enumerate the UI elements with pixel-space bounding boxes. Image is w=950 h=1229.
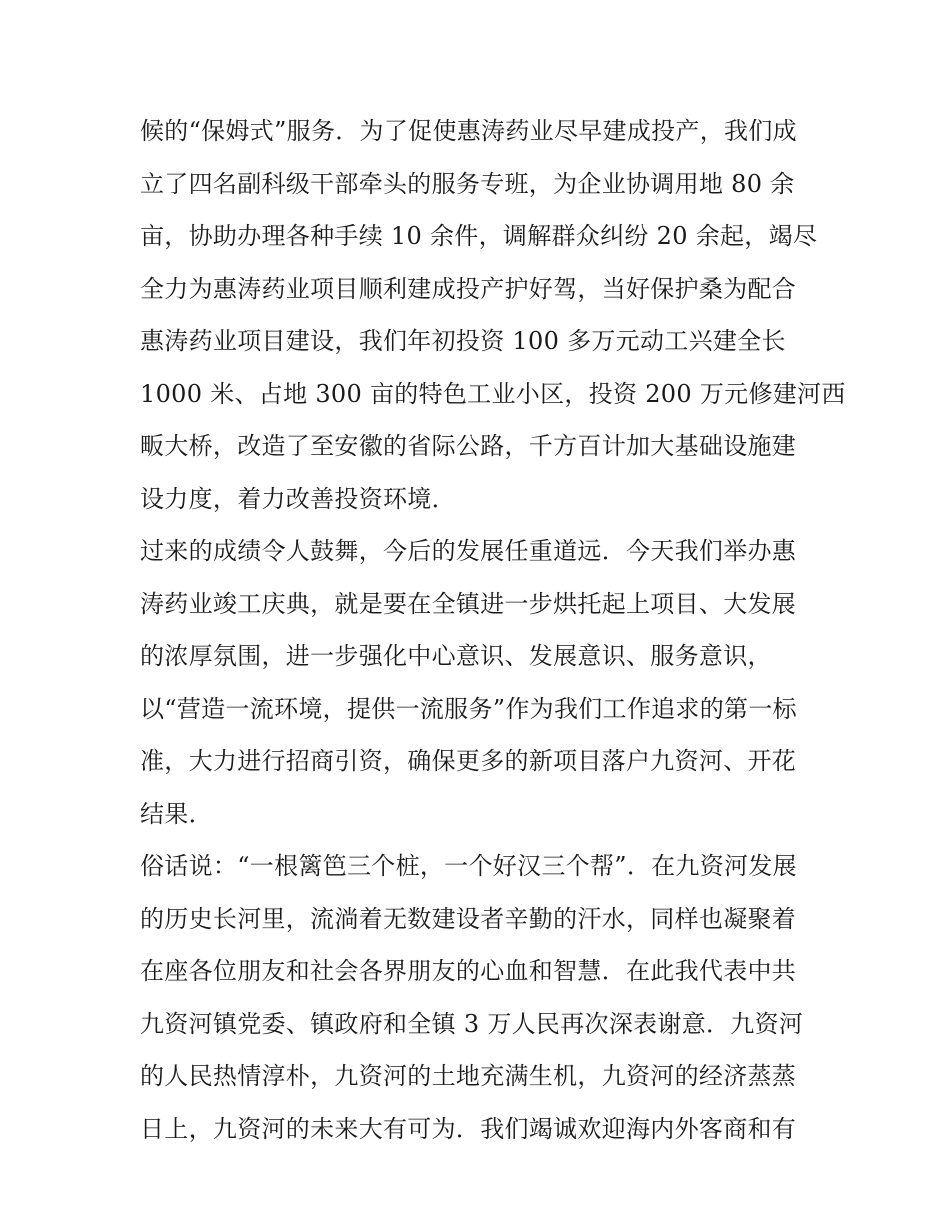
text-line: 亩，协助办理各种手续 10 余件，调解群众纠纷 20 余起，竭尽 <box>140 222 818 250</box>
body-text <box>140 105 846 1155</box>
text-line: 九资河镇党委、镇政府和全镇 3 万人民再次深表谢意．九资河 <box>140 1009 804 1038</box>
text-line: 以“营造一流环境，提供一流服务”作为我们工作追求的第一标 <box>140 694 797 723</box>
text-line: 惠涛药业项目建设，我们年初投资 100 多万元动工兴建全长 <box>140 327 786 355</box>
text-line: 准，大力进行招商引资，确保更多的新项目落户九资河、开花 <box>140 747 797 775</box>
text-line: 1000 米、占地 300 亩的特色工业小区，投资 200 万元修建河西 <box>140 379 846 408</box>
text-line: 结果． <box>140 799 213 828</box>
text-line: 涛药业竣工庆典，就是要在全镇进一步烘托起上项目、大发展 <box>140 589 797 618</box>
text-line: 在座各位朋友和社会各界朋友的心血和智慧．在此我代表中共 <box>140 957 797 985</box>
text-line: 的浓厚氛围，进一步强化中心意识、发展意识、服务意识， <box>140 642 772 670</box>
text-line: 的历史长河里，流淌着无数建设者辛勤的汗水，同样也凝聚着 <box>140 904 797 933</box>
text-line: 过来的成绩令人鼓舞，今后的发展任重道远．今天我们举办惠 <box>140 537 797 565</box>
text-line: 的人民热情淳朴，九资河的土地充满生机，九资河的经济蒸蒸 <box>140 1062 797 1090</box>
text-line: 设力度，着力改善投资环境． <box>140 484 456 513</box>
text-line: 日上，九资河的未来大有可为．我们竭诚欢迎海内外客商和有 <box>140 1114 797 1143</box>
text-line: 俗话说：“一根篱笆三个桩，一个好汉三个帮”．在九资河发展 <box>140 852 797 880</box>
text-line: 全力为惠涛药业项目顺利建成投产护好驾，当好保护桑为配合 <box>140 274 797 303</box>
text-line: 候的“保姆式”服务．为了促使惠涛药业尽早建成投产，我们成 <box>140 117 797 145</box>
text-line: 畈大桥，改造了至安徽的省际公路，千方百计加大基础设施建 <box>140 432 797 460</box>
text-line: 立了四名副科级干部牵头的服务专班，为企业协调用地 80 余 <box>140 169 795 198</box>
